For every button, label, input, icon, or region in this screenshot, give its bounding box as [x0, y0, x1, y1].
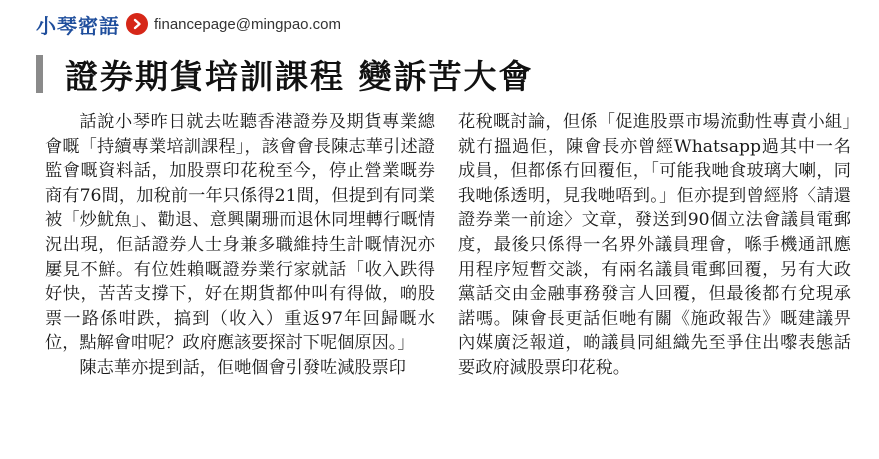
column-header: [36, 10, 341, 38]
article-paragraph: 話說小琴昨日就去咗聽香港證券及期貨專業總會嘅「持續專業培訓課程」，該會會長陳志華引述證監會嘅資料話，加股票印花稅至今，停止營業嘅券商有76間，加稅前一年只係得21間，但提到有同業被「炒魷魚」、勸退、意興闌珊而退休同埋轉行嘅情況出現，佢話證券人士身兼多職維持生計嘅情況亦屢見不鮮。有位姓賴嘅證券業行家就話「收入跌得好快，苦苦支撐下，好在期貨都仲叫有得做，啲股票一路係咁跌，搞到（收入）重返97年回歸嘅水位，點解會咁呢？政府應該要探討下呢個原因。」: [45, 112, 435, 354]
article-paragraph: 花稅嘅討論，但係「促進股票市場流動性專責小組」就冇搵過佢，陳會長亦曾經Whatsapp過其中一名成員，但都係冇回覆佢，「可能我哋食玻璃大喇，同我哋係透明，見我哋唔到。」佢亦提到曾經將〈請還證券業一前途〉文章，發送到90個立法會議員電郵度，最後只係得一名界外議員理會，喺手機通訊應用程序短暫交談，有兩名議員電郵回覆，另有大政黨話交由金融事務發言人回覆，但最後都冇兌現承諾嗎。陳會長更話佢哋有關《施政報告》嘅建議畀內媒廣泛報道，啲議員同組織先至爭住出嚟表態話要政府減股票印花稅。: [458, 112, 851, 378]
contact-email[interactable]: financepage@mingpao.com: [154, 15, 342, 33]
chevron-right-circle-icon: [126, 13, 148, 35]
article-column-right: [458, 110, 851, 381]
column-name: 小琴密語: [36, 13, 120, 38]
headline: [36, 52, 534, 96]
headline-bar: [36, 55, 43, 93]
article-column-left: [45, 110, 435, 381]
article-paragraph: 陳志華亦提到話，佢哋個會引發咗減股票印: [79, 357, 406, 378]
headline-title: 證券期貨培訓課程 變訴苦大會: [65, 56, 534, 96]
